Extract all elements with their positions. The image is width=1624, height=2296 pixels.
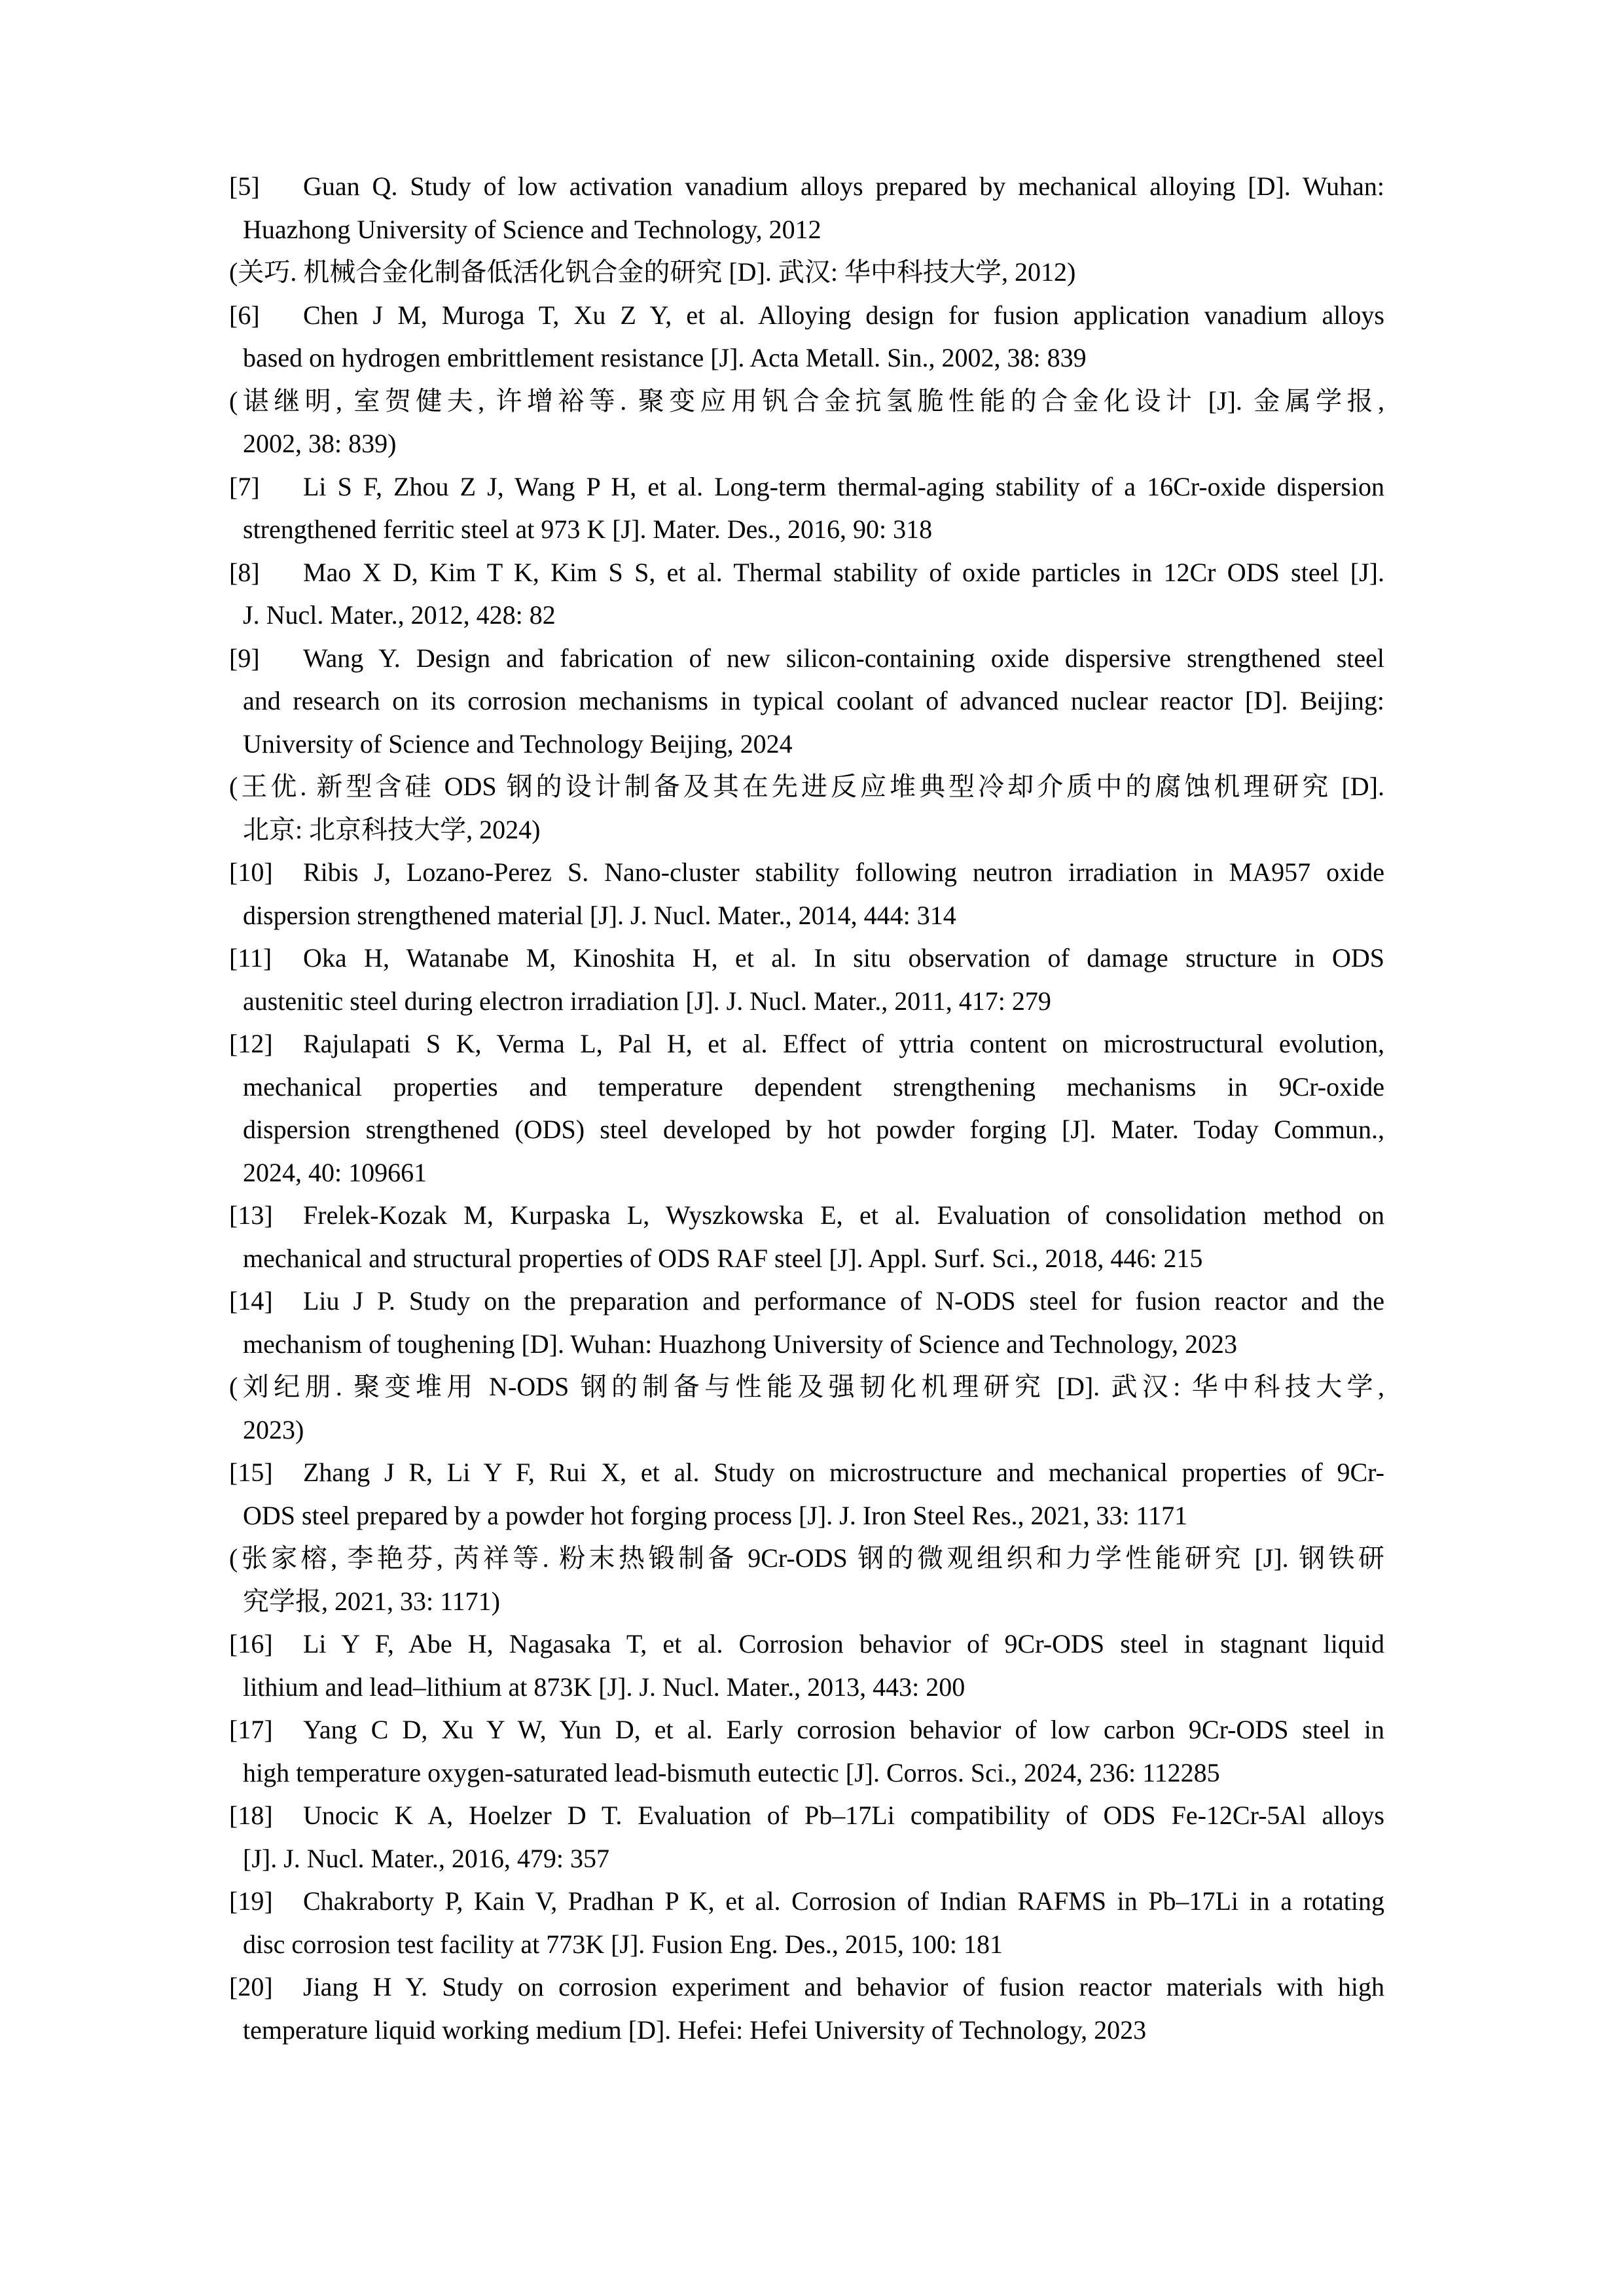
reference-entry-11 xyxy=(229,937,1384,1022)
reference-entry-5 xyxy=(229,165,1384,294)
reference-citation-text: Zhang J R, Li Y F, Rui X, et al. Study on microstructure and mechanical properties of 9Cr- xyxy=(303,1458,1384,1487)
reference-line: Huazhong University of Science and Technology, 2012 xyxy=(243,214,821,244)
reference-entry-15 xyxy=(229,1451,1384,1623)
reference-translation-line: 2023) xyxy=(243,1414,304,1444)
reference-line: [J]. J. Nucl. Mater., 2016, 479: 357 xyxy=(243,1843,609,1873)
reference-line: 2024, 40: 109661 xyxy=(243,1157,427,1187)
reference-line xyxy=(229,1880,1384,1923)
reference-entry-19 xyxy=(229,1880,1384,1965)
reference-line xyxy=(229,1280,1384,1323)
reference-line: mechanical properties and temperature dependent strengthening mechanisms in 9Cr-oxide xyxy=(243,1071,1384,1102)
reference-citation-text: Li Y F, Abe H, Nagasaka T, et al. Corrosion behavior of 9Cr-ODS steel in stagnant liquid xyxy=(303,1629,1384,1659)
reference-list xyxy=(229,165,1384,2051)
reference-number: [18] xyxy=(229,1801,273,1830)
reference-line: J. Nucl. Mater., 2012, 428: 82 xyxy=(243,600,556,630)
reference-entry-16 xyxy=(229,1623,1384,1708)
reference-line xyxy=(229,937,1384,980)
reference-line xyxy=(229,637,1384,680)
reference-number: [15] xyxy=(229,1458,273,1487)
reference-number: [6] xyxy=(229,300,260,330)
reference-number: [19] xyxy=(229,1886,273,1916)
reference-citation-text: Liu J P. Study on the preparation and performance of N-ODS steel for fusion reactor and the xyxy=(303,1286,1384,1316)
reference-citation-text: Unocic K A, Hoelzer D T. Evaluation of Pb–17Li compatibility of ODS Fe-12Cr-5Al alloys xyxy=(303,1801,1384,1830)
reference-line xyxy=(229,551,1384,594)
reference-line xyxy=(229,1194,1384,1237)
reference-citation-text: Chen J M, Muroga T, Xu Z Y, et al. Alloying design for fusion application vanadium alloys xyxy=(303,300,1384,330)
reference-line xyxy=(229,1965,1384,2009)
reference-line: lithium and lead–lithium at 873K [J]. J. Nucl. Mater., 2013, 443: 200 xyxy=(243,1672,965,1702)
reference-number: [17] xyxy=(229,1715,273,1744)
reference-line: austenitic steel during electron irradiation [J]. J. Nucl. Mater., 2011, 417: 279 xyxy=(243,986,1051,1016)
reference-citation-text: Li S F, Zhou Z J, Wang P H, et al. Long-term thermal-aging stability of a 16Cr-oxide dispersion xyxy=(303,471,1384,501)
reference-line: dispersion strengthened material [J]. J. Nucl. Mater., 2014, 444: 314 xyxy=(243,900,956,930)
reference-number: [10] xyxy=(229,857,273,887)
reference-translation-line: 究学报, 2021, 33: 1171) xyxy=(243,1586,500,1616)
reference-line: strengthened ferritic steel at 973 K [J]. Mater. Des., 2016, 90: 318 xyxy=(243,514,933,544)
reference-entry-6 xyxy=(229,294,1384,465)
reference-number: [13] xyxy=(229,1200,273,1230)
reference-line: ODS steel prepared by a powder hot forging process [J]. J. Iron Steel Res., 2021, 33: 1171 xyxy=(243,1500,1188,1530)
reference-line xyxy=(229,1451,1384,1494)
reference-citation-text: Wang Y. Design and fabrication of new silicon-containing oxide dispersive strengthened steel xyxy=(303,643,1384,673)
reference-line: dispersion strengthened (ODS) steel developed by hot powder forging [J]. Mater. Today Commun., xyxy=(243,1115,1384,1144)
reference-citation-text: Mao X D, Kim T K, Kim S S, et al. Thermal stability of oxide particles in 12Cr ODS steel [J]. xyxy=(303,557,1384,587)
reference-number: [12] xyxy=(229,1029,273,1058)
reference-entry-17 xyxy=(229,1708,1384,1794)
reference-number: [9] xyxy=(229,643,260,673)
reference-line: mechanical and structural properties of ODS RAF steel [J]. Appl. Surf. Sci., 2018, 446: 215 xyxy=(243,1243,1203,1273)
reference-citation-text: Yang C D, Xu Y W, Yun D, et al. Early corrosion behavior of low carbon 9Cr-ODS steel in xyxy=(303,1715,1384,1744)
reference-entry-12 xyxy=(229,1022,1384,1194)
reference-entry-20 xyxy=(229,1965,1384,2051)
reference-line xyxy=(229,465,1384,509)
reference-line: and research on its corrosion mechanisms in typical coolant of advanced nuclear reactor [D]. Beijing: xyxy=(243,686,1384,715)
reference-citation-text: Rajulapati S K, Verma L, Pal H, et al. Effect of yttria content on microstructural evolution, xyxy=(303,1029,1384,1058)
reference-line xyxy=(229,851,1384,894)
reference-line: University of Science and Technology Beijing, 2024 xyxy=(243,728,793,759)
reference-line xyxy=(229,1794,1384,1837)
reference-entry-9 xyxy=(229,637,1384,852)
reference-citation-text: Ribis J, Lozano-Perez S. Nano-cluster stability following neutron irradiation in MA957 oxide xyxy=(303,857,1384,887)
reference-translation-line: (关巧. 机械合金化制备低活化钒合金的研究 [D]. 武汉: 华中科技大学, 2012) xyxy=(229,257,1076,287)
reference-number: [16] xyxy=(229,1629,273,1659)
reference-number: [20] xyxy=(229,1972,273,2001)
reference-line: high temperature oxygen-saturated lead-bismuth eutectic [J]. Corros. Sci., 2024, 236: 112285 xyxy=(243,1757,1220,1787)
reference-entry-10 xyxy=(229,851,1384,937)
reference-entry-7 xyxy=(229,465,1384,551)
reference-translation-line: (谌继明, 室贺健夫, 许增裕等. 聚变应用钒合金抗氢脆性能的合金化设计 [J]. 金属学报, xyxy=(229,386,1384,416)
reference-number: [8] xyxy=(229,557,260,587)
reference-entry-13 xyxy=(229,1194,1384,1280)
reference-citation-text: Chakraborty P, Kain V, Pradhan P K, et al. Corrosion of Indian RAFMS in Pb–17Li in a rotating xyxy=(303,1886,1384,1916)
reference-translation-line: 2002, 38: 839) xyxy=(243,429,397,458)
reference-line: disc corrosion test facility at 773K [J]. Fusion Eng. Des., 2015, 100: 181 xyxy=(243,1929,1003,1959)
reference-number: [5] xyxy=(229,171,260,201)
reference-citation-text: Jiang H Y. Study on corrosion experiment and behavior of fusion reactor materials with high xyxy=(303,1972,1384,2001)
reference-citation-text: Guan Q. Study of low activation vanadium alloys prepared by mechanical alloying [D]. Wuhan: xyxy=(303,171,1384,201)
reference-entry-18 xyxy=(229,1794,1384,1880)
reference-translation-line: (张家榕, 李艳芬, 芮祥等. 粉末热锻制备 9Cr-ODS 钢的微观组织和力学性能研究 [J]. 钢铁研 xyxy=(229,1543,1384,1573)
reference-entry-14 xyxy=(229,1280,1384,1451)
reference-entry-8 xyxy=(229,551,1384,637)
reference-translation-line: (王优. 新型含硅 ODS 钢的设计制备及其在先进反应堆典型冷却介质中的腐蚀机理研究 [D]. xyxy=(229,772,1384,801)
reference-line: based on hydrogen embrittlement resistance [J]. Acta Metall. Sin., 2002, 38: 839 xyxy=(243,343,1087,372)
reference-citation-text: Oka H, Watanabe M, Kinoshita H, et al. In situ observation of damage structure in ODS xyxy=(303,943,1384,973)
reference-number: [11] xyxy=(229,943,272,973)
reference-citation-text: Frelek-Kozak M, Kurpaska L, Wyszkowska E, et al. Evaluation of consolidation method on xyxy=(303,1200,1384,1230)
reference-number: [14] xyxy=(229,1286,273,1316)
reference-line xyxy=(229,294,1384,337)
reference-line xyxy=(229,165,1384,208)
reference-line: temperature liquid working medium [D]. Hefei: Hefei University of Technology, 2023 xyxy=(243,2015,1147,2045)
reference-number: [7] xyxy=(229,471,260,501)
reference-line xyxy=(229,1623,1384,1666)
reference-translation-line: (刘纪朋. 聚变堆用 N-ODS 钢的制备与性能及强韧化机理研究 [D]. 武汉: 华中科技大学, xyxy=(229,1372,1384,1401)
reference-line xyxy=(229,1708,1384,1751)
reference-translation-line: 北京: 北京科技大学, 2024) xyxy=(243,814,541,844)
reference-line: mechanism of toughening [D]. Wuhan: Huazhong University of Science and Technology, 2023 xyxy=(243,1329,1237,1359)
reference-line xyxy=(229,1022,1384,1066)
